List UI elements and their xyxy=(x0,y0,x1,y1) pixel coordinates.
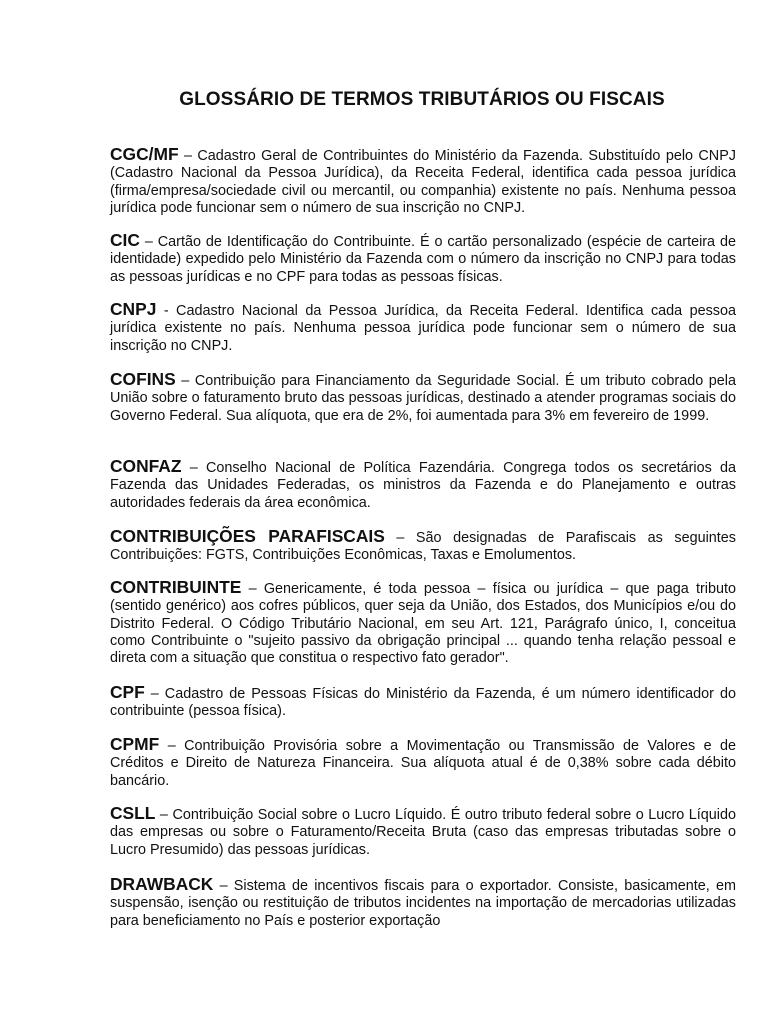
glossary-term: CSLL xyxy=(110,803,156,823)
glossary-entry-cgc-mf xyxy=(110,146,736,217)
glossary-definition: – Sistema de incentivos fiscais para o exportador. Consiste, basicamente, em suspensão, isenção ou restituição de tributos incidentes na importação de mercadorias utilizadas para beneficiamento no País e posterior exportação xyxy=(110,878,736,929)
glossary-entry-contribuinte xyxy=(110,579,736,667)
glossary-definition: – Contribuição Provisória sobre a Movimentação ou Transmissão de Valores e de Créditos e Direito de Natureza Financeira. Sua alíquota atual é de 0,38% sobre cada débito bancário. xyxy=(110,738,736,789)
glossary-term: DRAWBACK xyxy=(110,874,214,894)
glossary-definition: – Genericamente, é toda pessoa – física ou jurídica – que paga tributo (sentido genérico) aos cofres públicos, quer seja da União, dos Estados, dos Municípios e/ou do Distrito Federal. O Código Tributário Nacional, em seu Art. 121, Parágrafo único, I, conceitua como Contribuinte o "sujeito passivo da obrigação principal ... quando tenha relação pessoal e direta com a situação que constitua o respectivo fato gerador". xyxy=(110,581,736,667)
glossary-definition: – Contribuição Social sobre o Lucro Líquido. É outro tributo federal sobre o Lucro Líquido das empresas ou sobre o Faturamento/Receita Bruta (caso das empresas tributadas sobre o Lucro Presumido) das pessoas jurídicas. xyxy=(110,807,736,858)
glossary-entry-drawback xyxy=(110,876,736,930)
glossary-definition: – Contribuição para Financiamento da Seguridade Social. É um tributo cobrado pela União sobre o faturamento bruto das pessoas jurídicas, destinado a atender programas sociais do Governo Federal. Sua alíquota, que era de 2%, foi aumentada para 3% em fevereiro de 1999. xyxy=(110,373,736,424)
glossary-definition: – Cadastro de Pessoas Físicas do Ministério da Fazenda, é um número identificador do contribuinte (pessoa física). xyxy=(110,686,736,720)
glossary-term: CNPJ xyxy=(110,299,157,319)
glossary-definition: – Cadastro Geral de Contribuintes do Ministério da Fazenda. Substituído pelo CNPJ (Cadastro Nacional da Pessoa Jurídica), da Receita Federal, identifica cada pessoa jurídica (firma/empresa/sociedade civil ou mercantil, ou companhia) existente no país. Nenhuma pessoa jurídica pode funcionar sem o número de sua inscrição no CNPJ. xyxy=(110,148,736,216)
glossary-entry-contribuicoes-parafiscais xyxy=(110,528,736,565)
glossary-term: CONFAZ xyxy=(110,456,182,476)
glossary-entry-csll xyxy=(110,805,736,859)
glossary-term: COFINS xyxy=(110,369,176,389)
glossary-definition: - Cadastro Nacional da Pessoa Jurídica, da Receita Federal. Identifica cada pessoa jurídica existente no país. Nenhuma pessoa jurídica pode funcionar sem o número de sua inscrição no CNPJ. xyxy=(110,303,736,354)
glossary-term: CPF xyxy=(110,682,145,702)
glossary-entry-cpmf xyxy=(110,736,736,790)
glossary-term: CONTRIBUINTE xyxy=(110,577,242,597)
glossary-definition: – São designadas de Parafiscais as seguintes Contribuições: FGTS, Contribuições Econômicas, Taxas e Emolumentos. xyxy=(110,530,737,564)
page-title: GLOSSÁRIO DE TERMOS TRIBUTÁRIOS OU FISCAIS xyxy=(179,89,665,110)
glossary-term: CIC xyxy=(110,230,140,250)
glossary-entry-cofins xyxy=(110,371,736,425)
glossary-definition: – Conselho Nacional de Política Fazendária. Congrega todos os secretários da Fazenda das Unidades Federadas, os ministros da Fazenda e do Planejamento e outras autoridades federais da área econômica. xyxy=(110,460,736,511)
glossary-term: CONTRIBUIÇÕES PARAFISCAIS xyxy=(110,526,385,546)
glossary-definition: – Cartão de Identificação do Contribuinte. É o cartão personalizado (espécie de carteira de identidade) expedido pelo Ministério da Fazenda com o número da inscrição no CNPJ para todas as pessoas jurídicas e no CPF para todas as pessoas físicas. xyxy=(110,234,736,285)
glossary-entry-cnpj xyxy=(110,301,736,355)
glossary-term: CGC/MF xyxy=(110,144,179,164)
glossary-entry-confaz xyxy=(110,458,736,512)
glossary-term: CPMF xyxy=(110,734,160,754)
glossary-entry-cpf xyxy=(110,684,736,721)
glossary-entry-cic xyxy=(110,232,736,286)
